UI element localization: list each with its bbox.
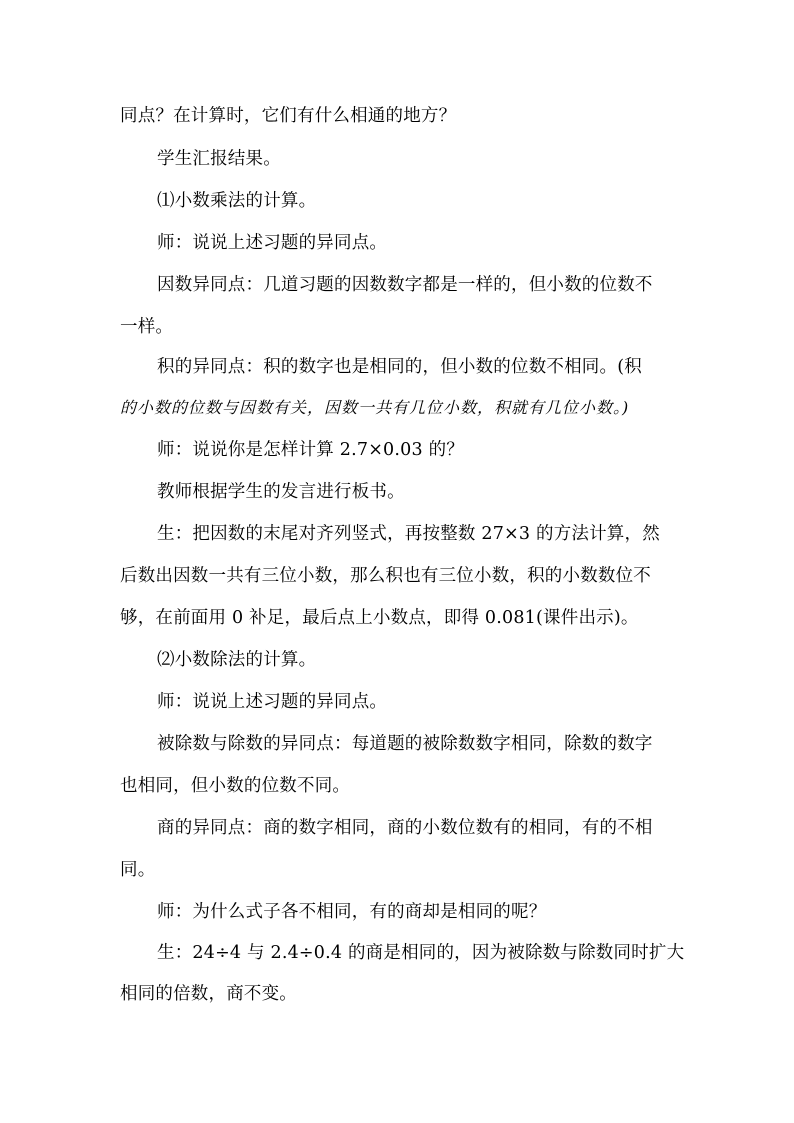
text-line-teacher-prompt-2: 师：说说你是怎样计算 2.7×0.03 的？ bbox=[157, 440, 464, 460]
section-heading-decimal-division: ⑵小数除法的计算。 bbox=[157, 650, 317, 670]
text-line-student-answer-4-cont: 相同的倍数，商不变。 bbox=[120, 984, 297, 1004]
text-line-product-note: 的小数的位数与因数有关，因数一共有几位小数，积就有几位小数。) bbox=[120, 398, 630, 417]
text-line-student-answer-2: 后数出因数一共有三位小数，那么积也有三位小数，积的小数数位不 bbox=[120, 566, 651, 586]
text-line-teacher-prompt-3: 师：说说上述习题的异同点。 bbox=[157, 692, 388, 712]
text-line-student-answer-3: 够，在前面用 0 补足，最后点上小数点，即得 0.081(课件出示)。 bbox=[120, 608, 639, 628]
text-line-factor-comparison-cont: 一样。 bbox=[120, 317, 174, 337]
text-line-student-report: 学生汇报结果。 bbox=[157, 149, 281, 169]
text-line-teacher-prompt-4: 师：为什么式子各不相同，有的商却是相同的呢？ bbox=[157, 902, 547, 922]
text-line-dividend-divisor-comparison-cont: 也相同，但小数的位数不同。 bbox=[120, 776, 351, 796]
text-line-student-answer-1: 生：把因数的末尾对齐列竖式，再按整数 27×3 的方法计算，然 bbox=[157, 524, 660, 544]
text-line-dividend-divisor-comparison: 被除数与除数的异同点：每道题的被除数数字相同，除数的数字 bbox=[157, 734, 653, 754]
text-line-teacher-prompt-1: 师：说说上述习题的异同点。 bbox=[157, 233, 388, 253]
text-line-product-comparison: 积的异同点：积的数字也是相同的，但小数的位数不相同。(积 bbox=[157, 357, 642, 377]
text-line-quotient-comparison-cont: 同。 bbox=[120, 860, 156, 880]
text-line-blackboard: 教师根据学生的发言进行板书。 bbox=[157, 482, 405, 502]
section-heading-decimal-multiplication: ⑴小数乘法的计算。 bbox=[157, 191, 317, 211]
text-line-quotient-comparison: 商的异同点：商的数字相同，商的小数位数有的相同，有的不相 bbox=[157, 818, 653, 838]
text-line-question-continued: 同点？在计算时，它们有什么相通的地方？ bbox=[120, 106, 457, 126]
text-line-student-answer-4: 生：24÷4 与 2.4÷0.4 的商是相同的，因为被除数与除数同时扩大 bbox=[157, 943, 685, 963]
text-line-factor-comparison: 因数异同点：几道习题的因数数字都是一样的，但小数的位数不 bbox=[157, 275, 653, 295]
